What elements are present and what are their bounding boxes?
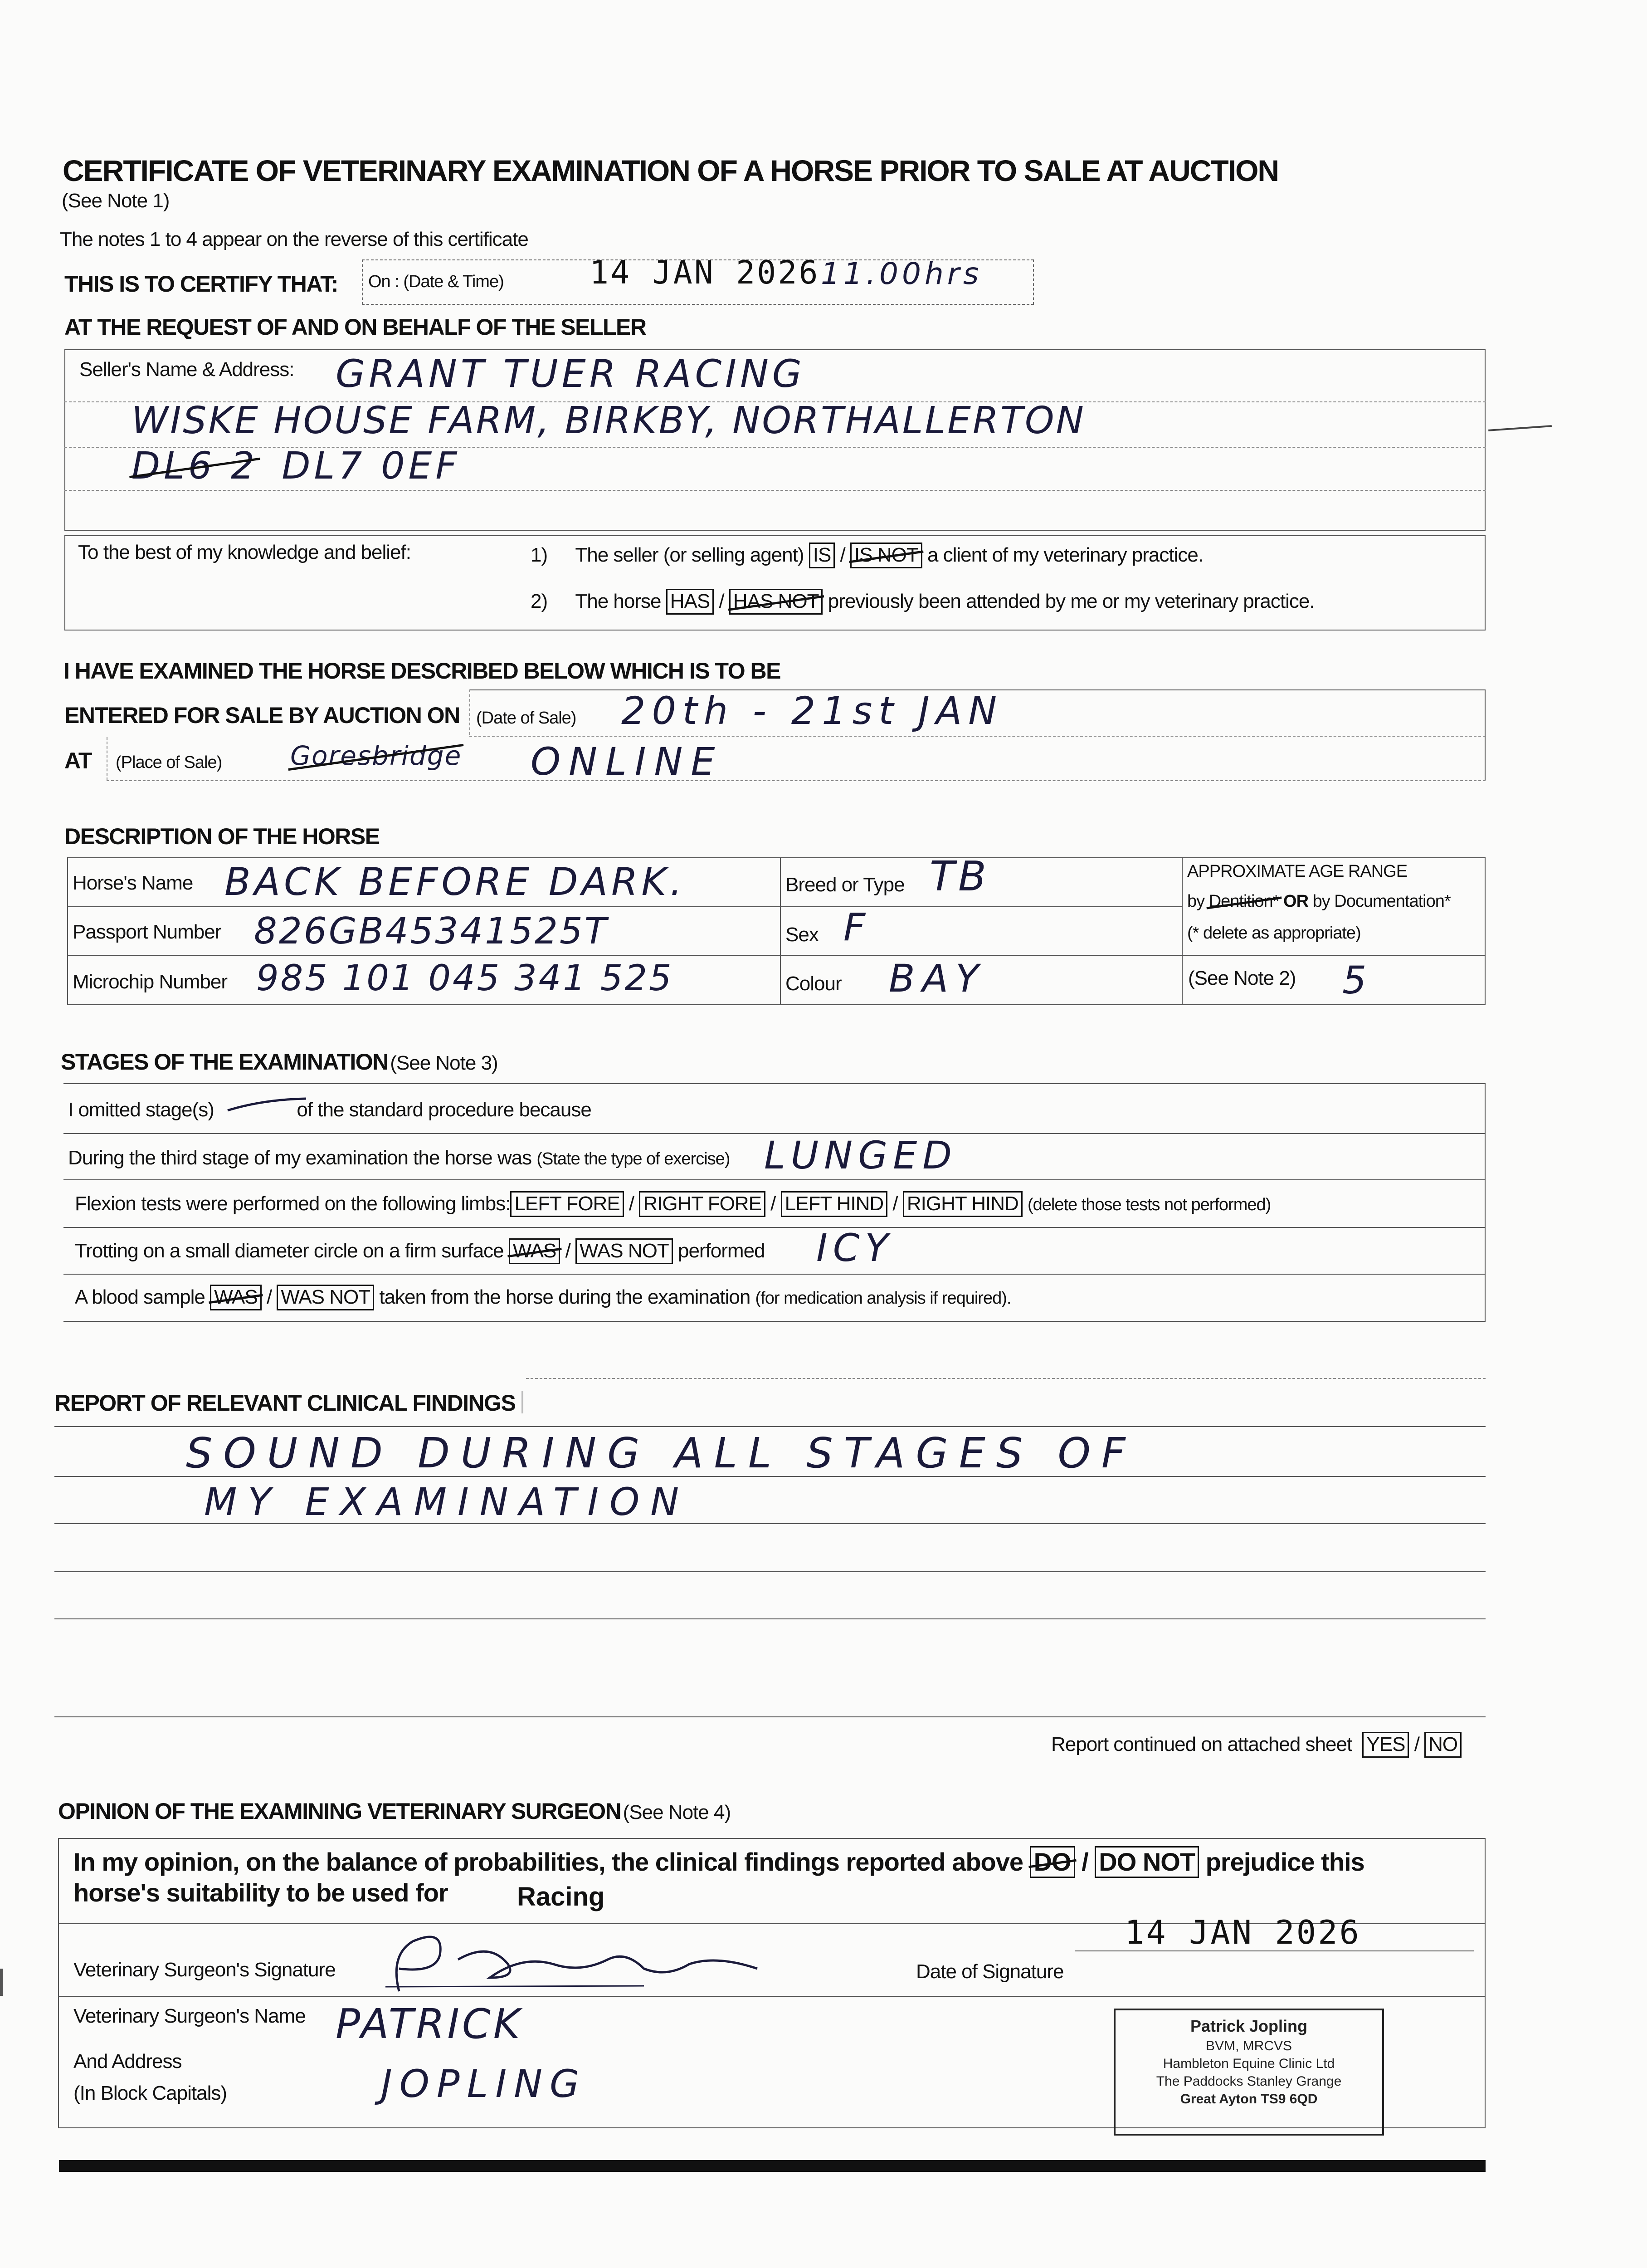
- breed-label: Breed or Type: [785, 874, 905, 896]
- vet-name-2[interactable]: JOPLING: [381, 2062, 587, 2106]
- certify-on-label: On : (Date & Time): [368, 272, 504, 291]
- flexion-pre: Flexion tests were performed on the following limbs:: [75, 1193, 511, 1215]
- flexion-note: (delete those tests not performed): [1027, 1195, 1271, 1214]
- opinion-heading-row: [58, 1798, 731, 1824]
- horse-name[interactable]: BACK BEFORE DARK.: [224, 860, 686, 904]
- seller-name-label: Seller's Name & Address:: [79, 358, 294, 381]
- scan-mark: [1488, 425, 1552, 431]
- sale-heading-1: I HAVE EXAMINED THE HORSE DESCRIBED BELOW WHICH IS TO BE: [63, 658, 780, 684]
- knowledge-item1: [531, 543, 1203, 568]
- page-title: CERTIFICATE OF VETERINARY EXAMINATION OF A HORSE PRIOR TO SALE AT AUCTION: [63, 154, 1279, 187]
- knowledge-item1-pre: The seller (or selling agent): [575, 544, 804, 566]
- third-stage-pre: During the third stage of my examination the horse was: [68, 1147, 532, 1169]
- seller-postcode: DL7 0EF: [282, 445, 461, 488]
- vet-signature[interactable]: [372, 1928, 762, 1996]
- sale-place[interactable]: ONLINE: [531, 739, 723, 784]
- blood-was-option[interactable]: WAS: [210, 1285, 262, 1310]
- omitted-post: of the standard procedure because: [297, 1099, 591, 1121]
- trot-was-not-option[interactable]: WAS NOT: [575, 1238, 673, 1264]
- separator: /: [719, 590, 724, 612]
- report-continued-label: Report continued on attached sheet: [1051, 1733, 1352, 1755]
- sale-at-label: AT: [64, 748, 92, 773]
- attended-has-not-option[interactable]: HAS NOT: [729, 589, 823, 615]
- horse-name-label: Horse's Name: [73, 872, 193, 894]
- separator: /: [1414, 1733, 1419, 1755]
- blood-row: [75, 1285, 1011, 1310]
- sex[interactable]: F: [843, 905, 869, 949]
- omitted-row: [68, 1099, 591, 1121]
- trot-pre: Trotting on a small diameter circle on a firm surface: [75, 1240, 504, 1262]
- vet-name-1[interactable]: PATRICK: [336, 2000, 523, 2048]
- stamp-name: Patrick Jopling: [1190, 2017, 1308, 2035]
- separator: /: [892, 1193, 898, 1215]
- opinion-do-not-option[interactable]: DO NOT: [1095, 1846, 1199, 1878]
- seller-name[interactable]: GRANT TUER RACING: [336, 352, 805, 396]
- report-line-2[interactable]: MY EXAMINATION: [204, 1480, 690, 1524]
- colour-label: Colour: [785, 973, 842, 995]
- continued-no-option[interactable]: NO: [1424, 1732, 1462, 1758]
- trot-post: performed: [677, 1240, 765, 1262]
- trot-was-option[interactable]: WAS: [509, 1238, 560, 1264]
- age-documentation: by Documentation*: [1312, 892, 1451, 911]
- sale-place-struck: Goresbridge: [290, 740, 462, 771]
- knowledge-item2-num: 2): [531, 590, 548, 612]
- age-see-note: (See Note 2): [1188, 967, 1296, 989]
- knowledge-item1-num: 1): [531, 544, 548, 566]
- stamp-practice: Hambleton Equine Clinic Ltd: [1163, 2056, 1335, 2071]
- separator: /: [840, 544, 845, 566]
- blood-post: taken from the horse during the examination: [379, 1286, 750, 1308]
- knowledge-item2: [531, 589, 1315, 615]
- report-continued-row: [1051, 1732, 1462, 1758]
- vet-name-label: Veterinary Surgeon's Name: [73, 2005, 306, 2027]
- opinion-text-post: prejudice this: [1205, 1848, 1364, 1876]
- limb-right-hind[interactable]: RIGHT HIND: [903, 1191, 1023, 1217]
- opinion-do-option[interactable]: DO: [1030, 1846, 1075, 1878]
- microchip-label: Microchip Number: [73, 971, 227, 993]
- certify-time: 11.00hrs: [821, 256, 983, 291]
- stamp-town: Great Ayton TS9 6QD: [1180, 2091, 1318, 2107]
- bottom-bar: [59, 2160, 1486, 2172]
- microchip-number[interactable]: 985 101 045 341 525: [256, 958, 673, 999]
- stamp-qualifications: BVM, MRCVS: [1205, 2038, 1292, 2053]
- third-stage-row: [68, 1147, 730, 1169]
- separator: /: [266, 1286, 272, 1308]
- stages-heading-row: [61, 1049, 498, 1075]
- sale-heading-2: ENTERED FOR SALE BY AUCTION ON: [64, 703, 460, 728]
- client-is-not-option[interactable]: IS NOT: [850, 543, 922, 568]
- certify-date-stamp: 14 JAN 2026: [590, 254, 820, 291]
- omitted-dash-mark: [227, 1097, 308, 1115]
- colour[interactable]: BAY: [889, 956, 986, 1001]
- see-note-1: (See Note 1): [62, 190, 170, 212]
- limb-left-hind[interactable]: LEFT HIND: [781, 1191, 888, 1217]
- opinion-line-1: [73, 1846, 1364, 1878]
- breed[interactable]: TB: [930, 853, 990, 900]
- description-heading: DESCRIPTION OF THE HORSE: [64, 824, 380, 849]
- vet-practice-stamp: [1114, 2009, 1384, 2136]
- opinion-note: (See Note 4): [623, 1801, 731, 1823]
- separator: /: [629, 1193, 634, 1215]
- age-method: [1187, 892, 1451, 911]
- limb-left-fore[interactable]: LEFT FORE: [510, 1191, 624, 1217]
- sex-label: Sex: [785, 924, 819, 946]
- signature-label: Veterinary Surgeon's Signature: [73, 1959, 336, 1981]
- age-delete-note: (* delete as appropriate): [1187, 924, 1361, 943]
- sale-place-label: (Place of Sale): [116, 753, 222, 772]
- continued-yes-option[interactable]: YES: [1362, 1732, 1409, 1758]
- age-or: OR: [1283, 892, 1309, 911]
- certify-label: THIS IS TO CERTIFY THAT:: [64, 271, 338, 297]
- age-heading: APPROXIMATE AGE RANGE: [1187, 862, 1408, 881]
- limb-right-fore[interactable]: RIGHT FORE: [639, 1191, 765, 1217]
- separator: /: [1082, 1848, 1088, 1876]
- knowledge-item2-pre: The horse: [575, 590, 661, 612]
- report-line-1[interactable]: SOUND DURING ALL STAGES OF: [186, 1429, 1136, 1477]
- stages-heading: STAGES OF THE EXAMINATION: [61, 1049, 388, 1075]
- opinion-use[interactable]: Racing: [517, 1882, 605, 1911]
- blood-was-not-option[interactable]: WAS NOT: [277, 1285, 374, 1310]
- knowledge-label: To the best of my knowledge and belief:: [78, 541, 411, 563]
- client-is-option[interactable]: IS: [809, 543, 835, 568]
- trot-row: [75, 1238, 765, 1264]
- date-signature: 14 JAN 2026: [1125, 1913, 1361, 1951]
- notes-line: The notes 1 to 4 appear on the reverse of this certificate: [60, 228, 528, 250]
- opinion-text-pre: In my opinion, on the balance of probabilities, the clinical findings reported above: [73, 1848, 1023, 1876]
- report-heading: REPORT OF RELEVANT CLINICAL FINDINGS: [54, 1390, 516, 1416]
- knowledge-item1-post: a client of my veterinary practice.: [927, 544, 1204, 566]
- passport-label: Passport Number: [73, 921, 221, 943]
- seller-heading: AT THE REQUEST OF AND ON BEHALF OF THE SELLER: [64, 314, 646, 340]
- trot-reason[interactable]: ICY: [816, 1226, 894, 1270]
- sale-date[interactable]: 20th - 21st JAN: [621, 689, 1004, 733]
- age-by: by: [1187, 892, 1205, 911]
- stages-note: (See Note 3): [390, 1052, 498, 1074]
- sale-date-label: (Date of Sale): [476, 709, 576, 728]
- flexion-row: [75, 1191, 1271, 1217]
- omitted-pre: I omitted stage(s): [68, 1099, 214, 1121]
- seller-address-line2[interactable]: [132, 445, 461, 488]
- vet-block-label: (In Block Capitals): [73, 2082, 227, 2104]
- third-stage-exercise[interactable]: LUNGED: [764, 1133, 957, 1178]
- date-signature-label: Date of Signature: [916, 1960, 1064, 1983]
- age-dentition-struck: Dentition*: [1208, 892, 1279, 911]
- blood-pre: A blood sample: [75, 1286, 205, 1308]
- seller-postcode-struck: DL6 2: [132, 445, 258, 488]
- stamp-address: The Paddocks Stanley Grange: [1156, 2073, 1342, 2089]
- opinion-heading: OPINION OF THE EXAMINING VETERINARY SURGEON: [58, 1799, 621, 1824]
- passport-number[interactable]: 826GB45341525T: [254, 910, 609, 952]
- attended-has-option[interactable]: HAS: [666, 589, 714, 615]
- seller-address-line1[interactable]: WISKE HOUSE FARM, BIRKBY, NORTHALLERTON: [132, 399, 1086, 442]
- vet-address-label: And Address: [73, 2050, 182, 2072]
- scan-edge-mark: [0, 1969, 3, 1996]
- third-stage-note: (State the type of exercise): [536, 1149, 730, 1168]
- blood-note: (for medication analysis if required).: [755, 1289, 1011, 1308]
- separator: /: [565, 1240, 570, 1262]
- knowledge-item2-post: previously been attended by me or my veterinary practice.: [828, 590, 1315, 612]
- age-value[interactable]: 5: [1342, 958, 1370, 1002]
- opinion-line-2: horse's suitability to be used for: [73, 1878, 448, 1907]
- separator: /: [770, 1193, 776, 1215]
